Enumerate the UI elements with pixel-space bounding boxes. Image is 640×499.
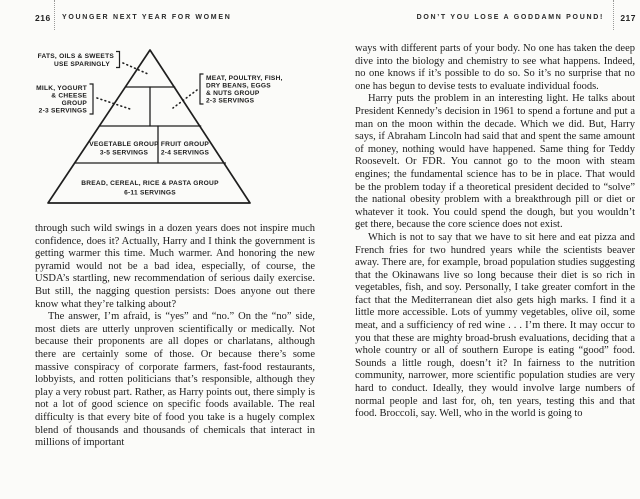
food-pyramid-figure (30, 40, 320, 218)
left-header-divider (54, 0, 55, 30)
meat-label-line-1: MEAT, POULTRY, FISH, (206, 75, 283, 82)
paragraph: Which is not to say that we have to sit here and eat pizza and French fries for two hundred years while the scientists beaver away. There are, for example, broad population studies suggesting that the Okinawans live so long because their diet is so rich in vegetables, fish, and soy. Personally, I take greater comfort in the fact that the Mediterranean diet also gets high marks. I find it a little more accessible. Lots of yummy vegetables, olive oil, some meat, and a sufficiency of red wine . . . I’m there. It may occur to you that these are mighty broad-brush evaluations, deciding that a whole country or all of southern Europe is eating “good” food. Sounds a little rough, doesn’t it? In fairness to the nutrition community, narrower, more scientific population studies are very hard to conduct. Ideally, they would involve large numbers of normal people and last for, oh, ten years, testing this and that food. Broccoli, say. Well, who in the world is going to (355, 231, 635, 420)
milk-label-line-3: GROUP (61, 100, 87, 107)
food-pyramid-diagram (30, 40, 320, 218)
milk-label-bracket (90, 84, 94, 114)
vegetable-cell-line-1: VEGETABLE GROUP (89, 141, 159, 148)
paragraph: ways with different parts of your body. No one has taken the deep dive into the biology and chemistry to see what happens. Indeed, no one knows if it’s possible to do so. So it’s no surprise that no one has begun to devise tests to evaluate individual foods. (355, 43, 635, 92)
milk-label-line-4: 2-3 SERVINGS (38, 107, 87, 115)
left-running-head: YOUNGER NEXT YEAR FOR WOMEN (62, 14, 232, 21)
right-page-body (355, 43, 635, 421)
fats-label-line-2: USE SPARINGLY (53, 61, 110, 68)
fruit-cell-line-2: 2-4 SERVINGS (160, 149, 210, 157)
meat-pointer-dots (173, 90, 197, 108)
left-page-number: 216 (35, 13, 51, 23)
meat-label-bracket (200, 74, 204, 104)
milk-label-line-2: & CHEESE (51, 92, 87, 100)
fats-label-line-1: FATS, OILS & SWEETS (37, 53, 114, 60)
meat-label-line-3: & NUTS GROUP (206, 90, 260, 97)
meat-label-line-2: DRY BEANS, EGGS (206, 82, 271, 90)
paragraph: through such wild swings in a dozen years does not inspire much confidence, does it? Actually, Harry and I think the government is getting warmer this time. Much warmer. And honoring the new pyramid would not be a bad idea, especially, of course, the USDA’s startling, new recommendation of serious daily exercise. But still, the nagging question persists: Does anyone out there know what they’re talking about? (35, 223, 315, 310)
paragraph: Harry puts the problem in an interesting light. He talks about President Kennedy’s decision in 1961 to spend a fortune and put a man on the moon within the decade. Which we did. But, Harry says, if Abraham Lincoln had said that and spent the same amount of money, nothing would have happened. Same thing for Teddy Roosevelt. Or FDR. You cannot go to the moon with steam engines; the fundamental science has to be in place. That would be the problem today if a theoretical president decided to “solve” the national obesity problem with a breakthrough pill or diet or whatever it took. You could spend the dough, but you wouldn’t get there, because the core science does not exist. (355, 93, 635, 231)
right-header-divider (613, 0, 614, 30)
paragraph: The answer, I’m afraid, is “yes” and “no.” On the “no” side, most diets are utterly unproven scientifically or medically. Not because their proponents are all dopes or charlatans, although there are certainly some of those. Or because there’s some massive conspiracy of corporate farmers, fast-food restaurants, lobbyists, and rotten politicians that’s responsible, although they play a very robust part. Rather, as Harry points out, there simply is not a lot of good science on specific foods available. The real difficulty is that every bite of food you take is a hugely complex blend of thousands and thousands of chemicals that interact in millions of important (35, 311, 315, 449)
milk-label-line-1: MILK, YOGURT (36, 85, 87, 92)
bread-cell-line-1: BREAD, CEREAL, RICE & PASTA GROUP (81, 180, 219, 187)
left-page-body (35, 223, 315, 450)
right-running-head: DON’T YOU LOSE A GODDAMN POUND! (416, 14, 604, 21)
milk-pointer-dots (97, 98, 130, 109)
fats-label-bracket (116, 52, 120, 68)
right-page-number: 217 (620, 13, 636, 23)
meat-label-line-4: 2-3 SERVINGS (206, 97, 255, 105)
fruit-cell-line-1: FRUIT GROUP (160, 141, 210, 148)
bread-cell-line-2: 6-11 SERVINGS (124, 189, 176, 197)
vegetable-cell-line-2: 3-5 SERVINGS (99, 149, 149, 157)
